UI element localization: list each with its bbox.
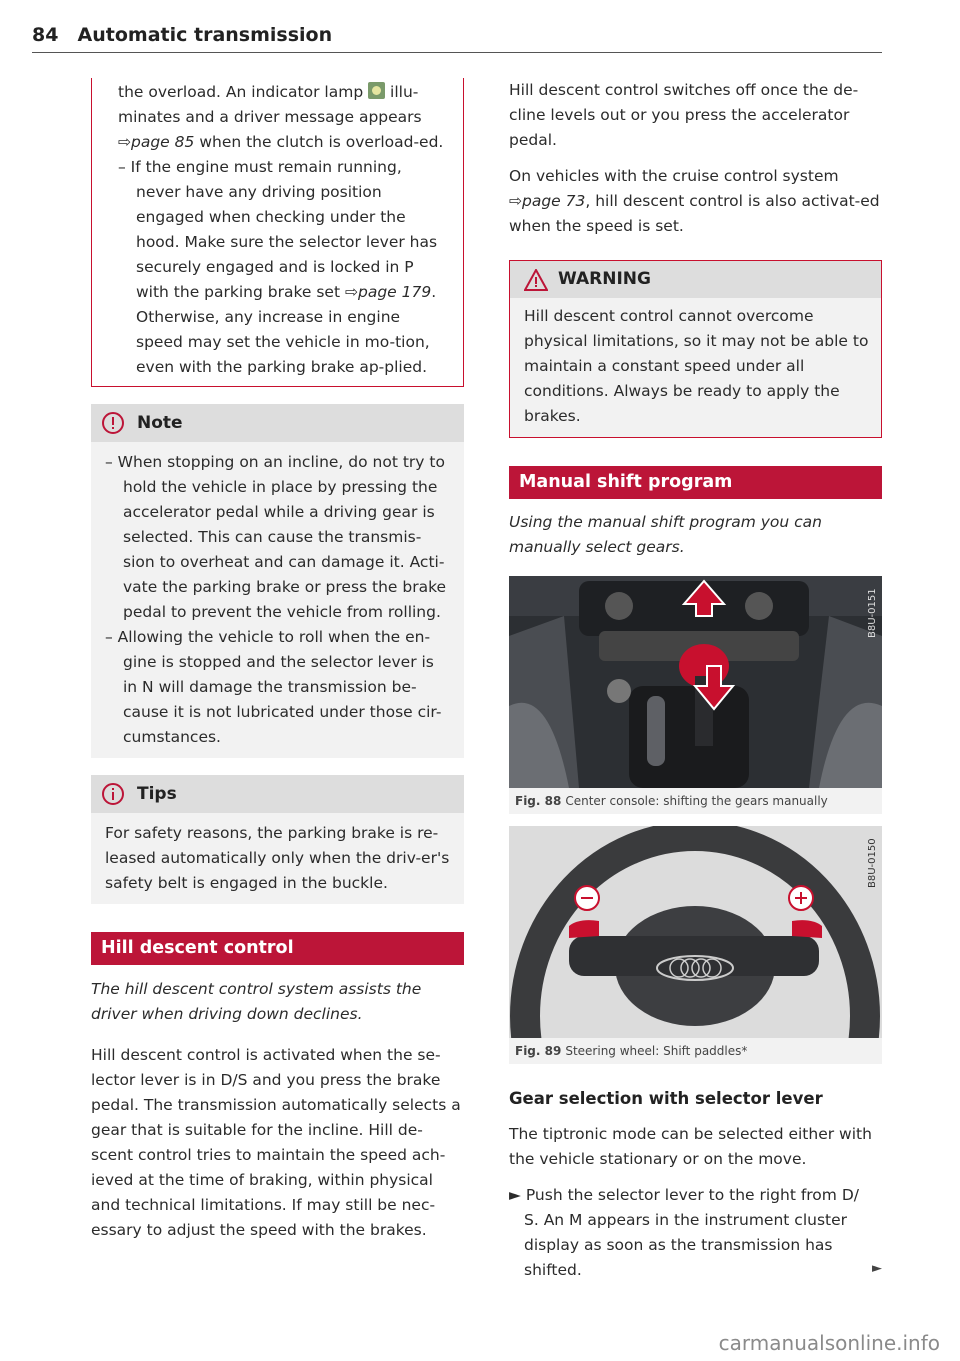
note-header [91,404,464,442]
left-column [91,78,464,1243]
warning-text: . Otherwise, any increase in engine speed may set the vehicle in mo-tion, even with the parking brake ap-plied. [136,283,437,376]
warning-text: illu-minates and a driver message appears [118,83,422,126]
page-header [32,24,882,46]
arrow-icon: ⇨ [509,192,522,210]
continue-arrow-icon: ► [872,1261,882,1276]
note-title: Note [137,412,183,433]
warning-continuation-box [91,78,464,387]
right-column [509,78,882,1283]
tips-title: Tips [137,783,177,804]
gear-selection-heading: Gear selection with selector lever [509,1089,823,1108]
figure-88 [509,576,882,814]
figure-caption: Fig. 89 Steering wheel: Shift paddles* [509,1038,882,1064]
page-number: 84 [32,24,59,46]
hill-descent-body: Hill descent control is activated when the se-lector lever is in D/S and you press the brake pedal. The transmission automatically selects a gear that is suitable for the incline. Hill de-scent control tries to maintain the speed ach-ieved at the time of braking, within physical and technical limitations. If may still be nec-essary to adjust the speed with the brakes. [91,1046,461,1239]
indicator-lamp-icon [368,82,385,99]
tips-text: For safety reasons, the parking brake is re-leased automatically only when the driv-er's safety belt is engaged in the buckle. [105,824,450,892]
warning-header [509,260,882,298]
figure-label: Fig. 88 [515,794,562,808]
arrow-icon: ⇨ [344,283,358,301]
arrow-icon: ⇨ [118,133,131,151]
hill-descent-off-text: Hill descent control switches off once the de-cline levels out or you press the accelerator pedal. [509,81,859,149]
note-body [91,442,464,758]
manual-shift-intro: Using the manual shift program you can manually select gears. [509,513,823,556]
note-icon [101,411,125,435]
page-reference-link[interactable]: page 73 [522,192,586,210]
gear-selection-step: ► Push the selector lever to the right from D/ S. An M appears in the instrument cluster display as soon as the transmission has shifted. [509,1186,859,1279]
header-rule [32,52,882,53]
page-reference-link[interactable]: page 85 [131,133,195,151]
info-icon [101,782,125,806]
cruise-control-text: On vehicles with the cruise control system ⇨page 73, hill descent control is also activat-ed when the speed is set. [509,167,880,235]
manual-shift-heading: Manual shift program [509,466,882,499]
warning-triangle-icon [524,269,548,291]
warning-body [509,298,882,438]
warning-text: – If the engine must remain running, never have any driving position engaged when checking under the hood. Make sure the selector lever has securely engaged and is locked in P with the parking brake set [118,158,438,301]
tips-body [91,813,464,904]
figure-caption: Fig. 88 Center console: shifting the gears manually [509,788,882,814]
warning-title: WARNING [558,269,651,289]
chapter-title: Automatic transmission [77,24,333,46]
center-console-image [509,576,882,788]
gear-selection-body: The tiptronic mode can be selected either with the vehicle stationary or on the move. [509,1125,872,1168]
figure-89 [509,826,882,1064]
figure-code: B8U-0150 [867,838,878,888]
warning-text: the overload. An indicator lamp [118,83,364,101]
hill-descent-heading: Hill descent control [91,932,464,965]
steering-wheel-image [509,826,882,1038]
hill-descent-intro: The hill descent control system assists the driver when driving down declines. [91,980,422,1023]
tips-header [91,775,464,813]
warning-text: when the clutch is overload-ed. [199,133,444,151]
figure-code: B8U-0151 [867,588,878,638]
note-item: – Allowing the vehicle to roll when the en-gine is stopped and the selector lever is in N will damage the transmission be-cause it is not lubricated under those cir-cumstances. [105,628,442,746]
figure-label: Fig. 89 [515,1044,562,1058]
watermark: carmanualsonline.info [718,1331,940,1355]
note-item: – When stopping on an incline, do not try to hold the vehicle in place by pressing the accelerator pedal while a driving gear is selected. This can cause the transmis-sion to overheat and can damage it. Acti-vate the parking brake or press the brake pedal to prevent the vehicle from rolling. [105,453,447,621]
page-reference-link[interactable]: page 179 [357,283,432,301]
warning-text: Hill descent control cannot overcome physical limitations, so it may not be able to maintain a constant speed under all conditions. Always be ready to apply the brakes. [524,307,869,425]
